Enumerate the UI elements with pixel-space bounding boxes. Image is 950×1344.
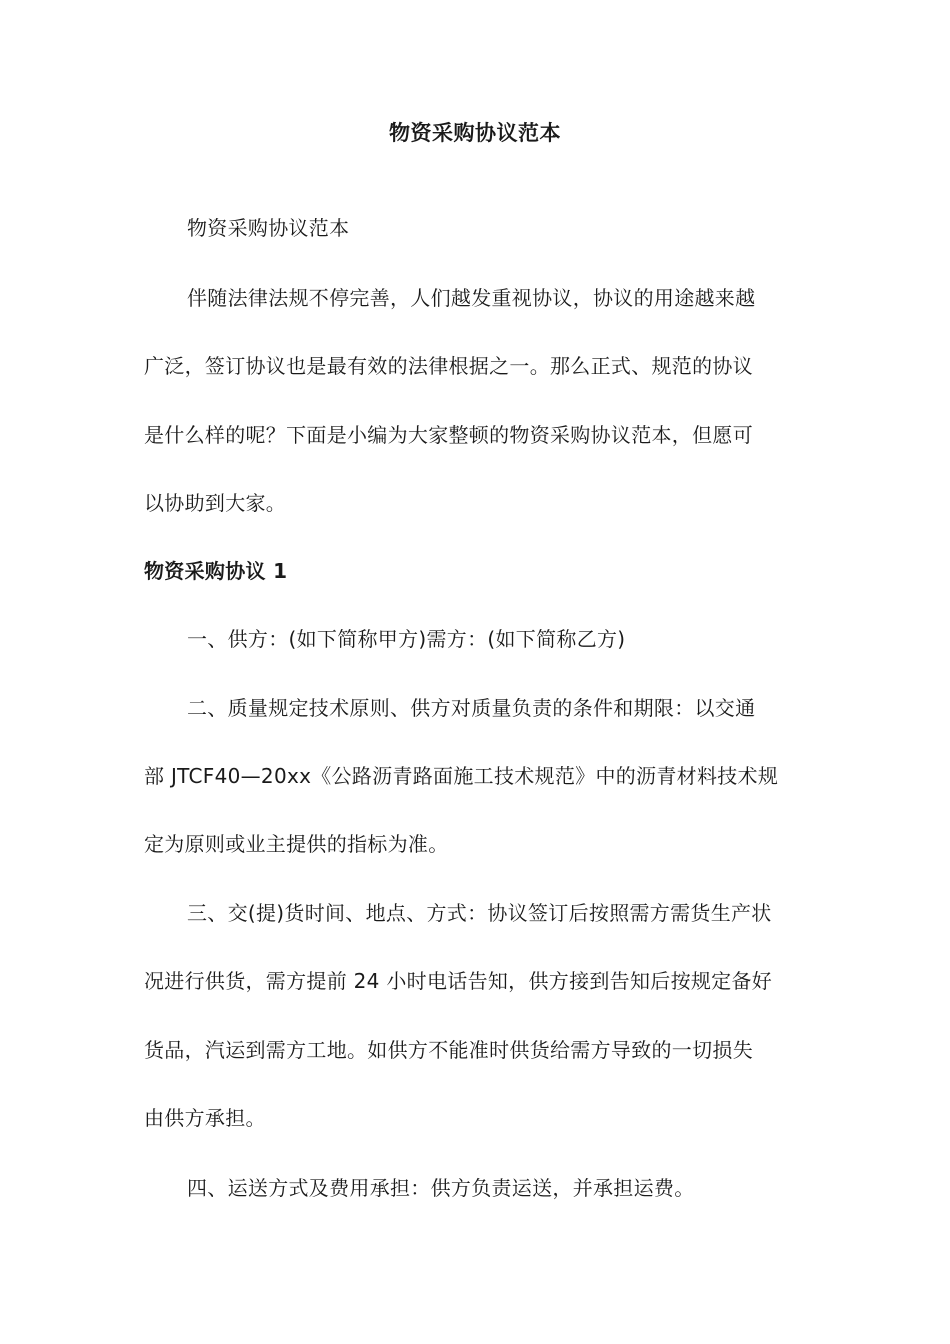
- clause-line: 部 JTCF40—20xx《公路沥青路面施工技术规范》中的沥青材料技术规: [144, 764, 779, 788]
- paragraph-line: 伴随法律法规不停完善，人们越发重视协议，协议的用途越来越: [187, 286, 756, 310]
- paragraph-line: 是什么样的呢？下面是小编为大家整顿的物资采购协议范本，但愿可: [144, 423, 753, 447]
- clause-line: 四、运送方式及费用承担：供方负责运送，并承担运费。: [187, 1176, 695, 1200]
- clause-line: 由供方承担。: [144, 1106, 266, 1130]
- paragraph-line: 广泛，签订协议也是最有效的法律根据之一。那么正式、规范的协议: [144, 354, 753, 378]
- clause-line: 货品，汽运到需方工地。如供方不能准时供货给需方导致的一切损失: [144, 1038, 753, 1062]
- clause-line: 况进行供货，需方提前 24 小时电话告知，供方接到告知后按规定备好: [144, 969, 773, 993]
- section-heading: 物资采购协议 1: [144, 559, 288, 583]
- document-title: 物资采购协议范本: [389, 121, 561, 145]
- paragraph-line: 以协助到大家。: [144, 491, 287, 515]
- clause-line: 定为原则或业主提供的指标为准。: [144, 832, 449, 856]
- intro-heading: 物资采购协议范本: [187, 216, 350, 240]
- clause-line: 三、交(提)货时间、地点、方式：协议签订后按照需方需货生产状: [187, 901, 772, 925]
- clause-line: 一、供方：(如下简称甲方)需方：(如下简称乙方): [187, 627, 626, 651]
- clause-line: 二、质量规定技术原则、供方对质量负责的条件和期限：以交通: [187, 696, 756, 720]
